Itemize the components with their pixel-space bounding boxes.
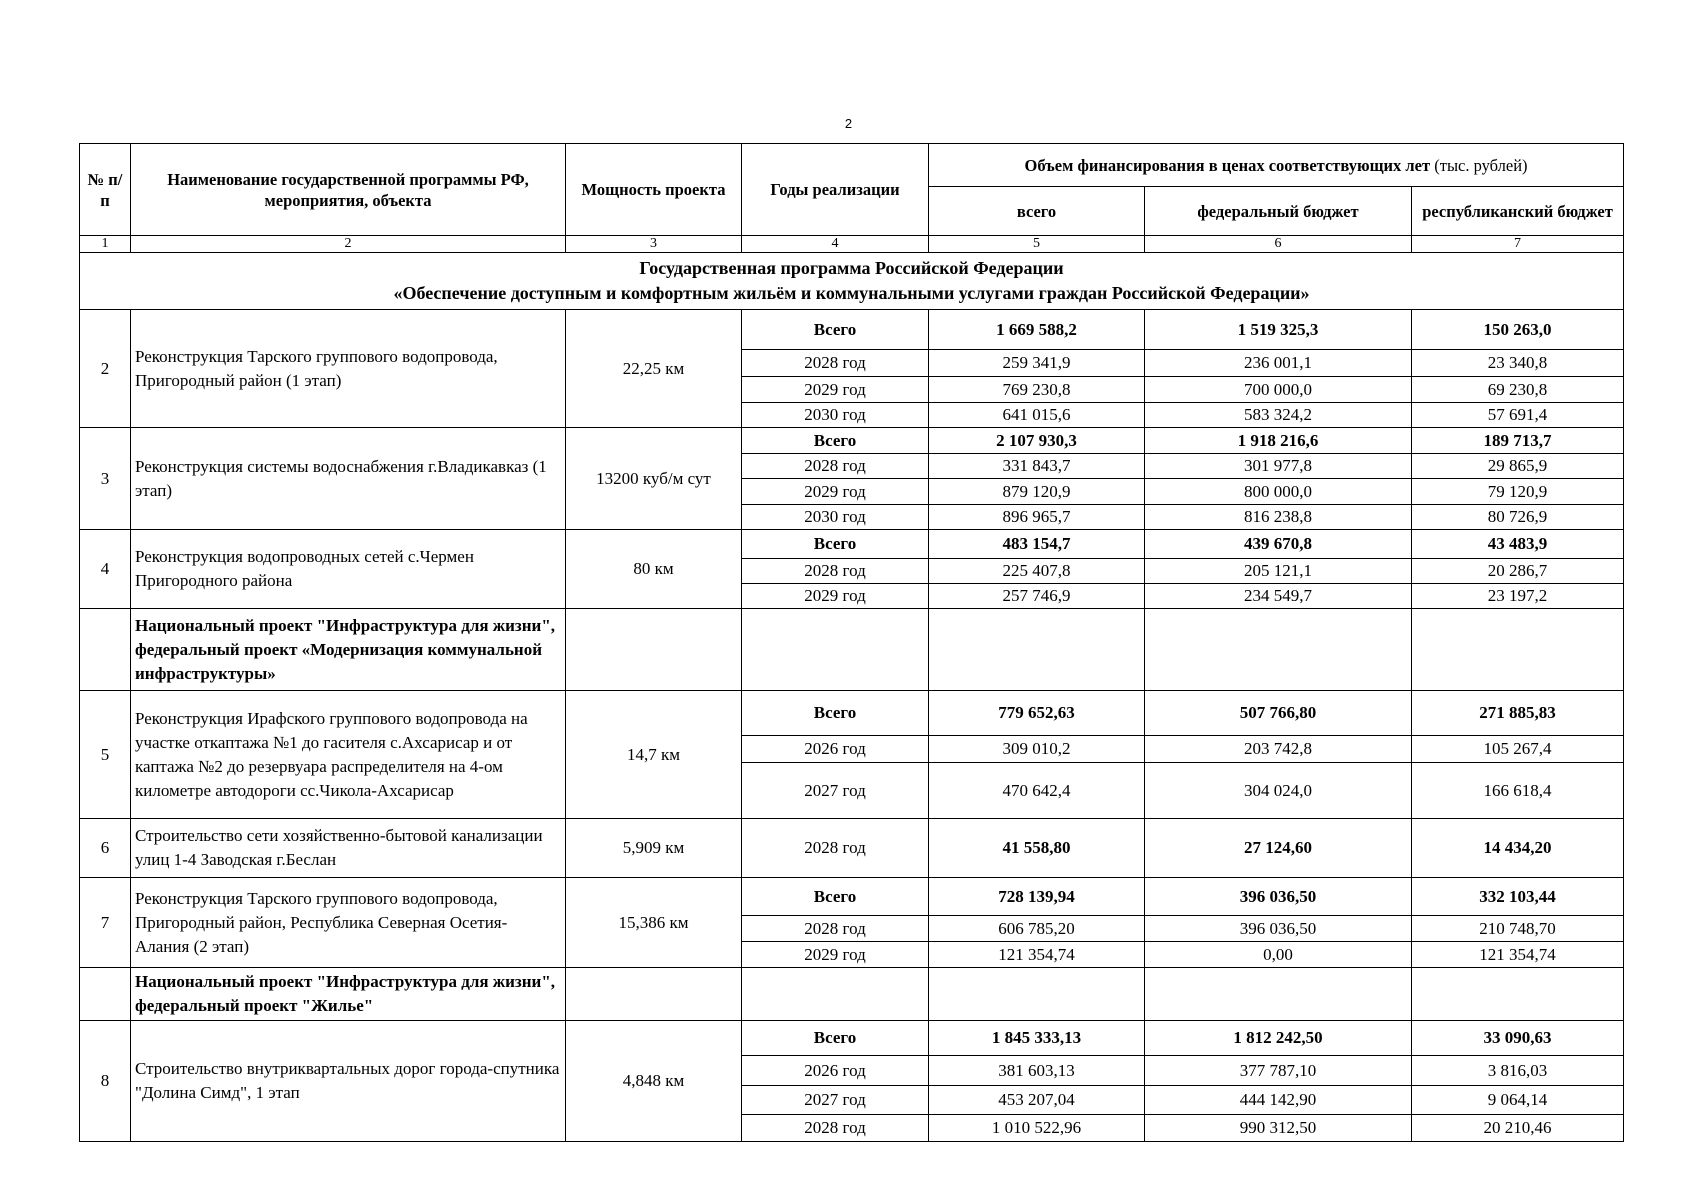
republic-amount: 121 354,74 bbox=[1412, 942, 1624, 968]
republic-amount: 43 483,9 bbox=[1412, 530, 1624, 559]
federal-amount: 304 024,0 bbox=[1145, 763, 1412, 819]
federal-amount: 439 670,8 bbox=[1145, 530, 1412, 559]
program-row bbox=[80, 253, 1624, 310]
section-row bbox=[80, 609, 1624, 691]
year-label: 2026 год bbox=[742, 1056, 929, 1086]
program-title-line2: «Обеспечение доступным и комфортным жильём и коммунальными услугами граждан Российской Федерации» bbox=[393, 283, 1310, 303]
republic-amount: 9 064,14 bbox=[1412, 1086, 1624, 1115]
year-label: 2029 год bbox=[742, 479, 929, 505]
republic-amount: 69 230,8 bbox=[1412, 377, 1624, 403]
table-row bbox=[80, 878, 1624, 916]
total-amount: 728 139,94 bbox=[929, 878, 1145, 916]
republic-amount: 23 197,2 bbox=[1412, 584, 1624, 609]
year-label: 2028 год bbox=[742, 454, 929, 479]
object-name: Реконструкция водопроводных сетей с.Чермен Пригородного района bbox=[131, 530, 566, 609]
year-label: 2029 год bbox=[742, 942, 929, 968]
column-number: 3 bbox=[566, 236, 742, 253]
empty-cell bbox=[929, 968, 1145, 1021]
year-label: 2027 год bbox=[742, 763, 929, 819]
table-row bbox=[80, 310, 1624, 350]
total-amount: 483 154,7 bbox=[929, 530, 1145, 559]
federal-amount: 0,00 bbox=[1145, 942, 1412, 968]
section-title: Национальный проект "Инфраструктура для жизни", федеральный проект «Модернизация коммунальной инфраструктуры» bbox=[131, 609, 566, 691]
section-number-cell bbox=[80, 968, 131, 1021]
table-row bbox=[80, 530, 1624, 559]
column-number-row bbox=[80, 236, 1624, 253]
program-title-line1: Государственная программа Российской Федерации bbox=[639, 258, 1064, 278]
object-capacity: 22,25 км bbox=[566, 310, 742, 428]
federal-amount: 396 036,50 bbox=[1145, 878, 1412, 916]
object-number: 5 bbox=[80, 691, 131, 819]
header-funding bbox=[929, 144, 1624, 187]
column-number: 5 bbox=[929, 236, 1145, 253]
total-label: Всего bbox=[742, 428, 929, 454]
year-label: 2029 год bbox=[742, 584, 929, 609]
republic-amount: 33 090,63 bbox=[1412, 1021, 1624, 1056]
year-label: 2028 год bbox=[742, 1115, 929, 1142]
total-amount: 381 603,13 bbox=[929, 1056, 1145, 1086]
year-label: 2028 год bbox=[742, 350, 929, 377]
federal-amount: 816 238,8 bbox=[1145, 505, 1412, 530]
object-number: 6 bbox=[80, 819, 131, 878]
object-capacity: 14,7 км bbox=[566, 691, 742, 819]
total-amount: 2 107 930,3 bbox=[929, 428, 1145, 454]
page-number: 2 bbox=[844, 116, 853, 131]
program-title bbox=[80, 253, 1624, 310]
total-label: Всего bbox=[742, 878, 929, 916]
total-amount: 259 341,9 bbox=[929, 350, 1145, 377]
header-republic: республиканский бюджет bbox=[1412, 187, 1624, 236]
header-number: № п/п bbox=[80, 144, 131, 236]
republic-amount: 23 340,8 bbox=[1412, 350, 1624, 377]
section-row bbox=[80, 968, 1624, 1021]
table-row bbox=[80, 428, 1624, 454]
empty-cell bbox=[742, 609, 929, 691]
republic-amount: 79 120,9 bbox=[1412, 479, 1624, 505]
federal-amount: 1 918 216,6 bbox=[1145, 428, 1412, 454]
object-number: 2 bbox=[80, 310, 131, 428]
federal-amount: 301 977,8 bbox=[1145, 454, 1412, 479]
year-label: 2026 год bbox=[742, 736, 929, 763]
federal-amount: 396 036,50 bbox=[1145, 916, 1412, 942]
republic-amount: 150 263,0 bbox=[1412, 310, 1624, 350]
header-federal: федеральный бюджет bbox=[1145, 187, 1412, 236]
table-row bbox=[80, 691, 1624, 736]
total-amount: 641 015,6 bbox=[929, 403, 1145, 428]
total-amount: 769 230,8 bbox=[929, 377, 1145, 403]
column-number: 6 bbox=[1145, 236, 1412, 253]
total-label: Всего bbox=[742, 691, 929, 736]
total-amount: 1 845 333,13 bbox=[929, 1021, 1145, 1056]
republic-amount: 210 748,70 bbox=[1412, 916, 1624, 942]
header-funding-label: Объем финансирования в ценах соответствующих лет bbox=[1024, 155, 1431, 175]
federal-amount: 234 549,7 bbox=[1145, 584, 1412, 609]
column-number: 7 bbox=[1412, 236, 1624, 253]
object-name: Реконструкция системы водоснабжения г.Владикавказ (1 этап) bbox=[131, 428, 566, 530]
table-row bbox=[80, 819, 1624, 878]
total-amount: 470 642,4 bbox=[929, 763, 1145, 819]
total-amount: 1 010 522,96 bbox=[929, 1115, 1145, 1142]
header-capacity: Мощность проекта bbox=[566, 144, 742, 236]
object-capacity: 80 км bbox=[566, 530, 742, 609]
total-label: Всего bbox=[742, 1021, 929, 1056]
republic-amount: 29 865,9 bbox=[1412, 454, 1624, 479]
federal-amount: 1 812 242,50 bbox=[1145, 1021, 1412, 1056]
object-name: Реконструкция Тарского группового водопровода, Пригородный район (1 этап) bbox=[131, 310, 566, 428]
object-name: Строительство сети хозяйственно-бытовой канализации улиц 1-4 Заводская г.Беслан bbox=[131, 819, 566, 878]
funding-table bbox=[79, 143, 1624, 1142]
object-number: 3 bbox=[80, 428, 131, 530]
empty-cell bbox=[1412, 968, 1624, 1021]
header-total: всего bbox=[929, 187, 1145, 236]
republic-amount: 14 434,20 bbox=[1412, 819, 1624, 878]
section-title: Национальный проект "Инфраструктура для жизни", федеральный проект "Жилье" bbox=[131, 968, 566, 1021]
republic-amount: 80 726,9 bbox=[1412, 505, 1624, 530]
total-amount: 225 407,8 bbox=[929, 559, 1145, 584]
total-amount: 606 785,20 bbox=[929, 916, 1145, 942]
empty-cell bbox=[1412, 609, 1624, 691]
empty-cell bbox=[566, 968, 742, 1021]
year-label: 2028 год bbox=[742, 916, 929, 942]
federal-amount: 507 766,80 bbox=[1145, 691, 1412, 736]
object-number: 4 bbox=[80, 530, 131, 609]
object-name: Строительство внутриквартальных дорог города-спутника "Долина Симд", 1 этап bbox=[131, 1021, 566, 1142]
total-amount: 1 669 588,2 bbox=[929, 310, 1145, 350]
year-label: 2029 год bbox=[742, 377, 929, 403]
empty-cell bbox=[742, 968, 929, 1021]
year-label: 2028 год bbox=[742, 819, 929, 878]
empty-cell bbox=[1145, 609, 1412, 691]
column-number: 4 bbox=[742, 236, 929, 253]
federal-amount: 377 787,10 bbox=[1145, 1056, 1412, 1086]
object-capacity: 5,909 км bbox=[566, 819, 742, 878]
federal-amount: 27 124,60 bbox=[1145, 819, 1412, 878]
year-label: 2027 год bbox=[742, 1086, 929, 1115]
republic-amount: 20 210,46 bbox=[1412, 1115, 1624, 1142]
object-capacity: 13200 куб/м сут bbox=[566, 428, 742, 530]
total-amount: 896 965,7 bbox=[929, 505, 1145, 530]
total-amount: 453 207,04 bbox=[929, 1086, 1145, 1115]
republic-amount: 332 103,44 bbox=[1412, 878, 1624, 916]
total-label: Всего bbox=[742, 310, 929, 350]
header-name: Наименование государственной программы РФ, мероприятия, объекта bbox=[131, 144, 566, 236]
federal-amount: 990 312,50 bbox=[1145, 1115, 1412, 1142]
federal-amount: 700 000,0 bbox=[1145, 377, 1412, 403]
federal-amount: 1 519 325,3 bbox=[1145, 310, 1412, 350]
object-capacity: 15,386 км bbox=[566, 878, 742, 968]
section-number-cell bbox=[80, 609, 131, 691]
total-amount: 257 746,9 bbox=[929, 584, 1145, 609]
total-amount: 331 843,7 bbox=[929, 454, 1145, 479]
column-number: 2 bbox=[131, 236, 566, 253]
total-amount: 779 652,63 bbox=[929, 691, 1145, 736]
empty-cell bbox=[566, 609, 742, 691]
object-number: 8 bbox=[80, 1021, 131, 1142]
total-amount: 121 354,74 bbox=[929, 942, 1145, 968]
header-funding-unit: (тыс. рублей) bbox=[1434, 155, 1528, 175]
year-label: 2028 год bbox=[742, 559, 929, 584]
federal-amount: 800 000,0 bbox=[1145, 479, 1412, 505]
object-capacity: 4,848 км bbox=[566, 1021, 742, 1142]
empty-cell bbox=[929, 609, 1145, 691]
republic-amount: 105 267,4 bbox=[1412, 736, 1624, 763]
republic-amount: 57 691,4 bbox=[1412, 403, 1624, 428]
federal-amount: 203 742,8 bbox=[1145, 736, 1412, 763]
total-label: Всего bbox=[742, 530, 929, 559]
republic-amount: 166 618,4 bbox=[1412, 763, 1624, 819]
republic-amount: 3 816,03 bbox=[1412, 1056, 1624, 1086]
total-amount: 879 120,9 bbox=[929, 479, 1145, 505]
federal-amount: 583 324,2 bbox=[1145, 403, 1412, 428]
object-number: 7 bbox=[80, 878, 131, 968]
republic-amount: 189 713,7 bbox=[1412, 428, 1624, 454]
total-amount: 309 010,2 bbox=[929, 736, 1145, 763]
header-years: Годы реализации bbox=[742, 144, 929, 236]
republic-amount: 271 885,83 bbox=[1412, 691, 1624, 736]
column-number: 1 bbox=[80, 236, 131, 253]
total-amount: 41 558,80 bbox=[929, 819, 1145, 878]
year-label: 2030 год bbox=[742, 505, 929, 530]
federal-amount: 444 142,90 bbox=[1145, 1086, 1412, 1115]
empty-cell bbox=[1145, 968, 1412, 1021]
republic-amount: 20 286,7 bbox=[1412, 559, 1624, 584]
federal-amount: 205 121,1 bbox=[1145, 559, 1412, 584]
federal-amount: 236 001,1 bbox=[1145, 350, 1412, 377]
table-row bbox=[80, 1021, 1624, 1056]
object-name: Реконструкция Ирафского группового водопровода на участке откаптажа №1 до гасителя с.Ахсарисар и от каптажа №2 до резервуара распределителя на 4-ом километре автодороги сс.Чикола-Ахсарисар bbox=[131, 691, 566, 819]
year-label: 2030 год bbox=[742, 403, 929, 428]
object-name: Реконструкция Тарского группового водопровода, Пригородный район, Республика Северная Осетия-Алания (2 этап) bbox=[131, 878, 566, 968]
